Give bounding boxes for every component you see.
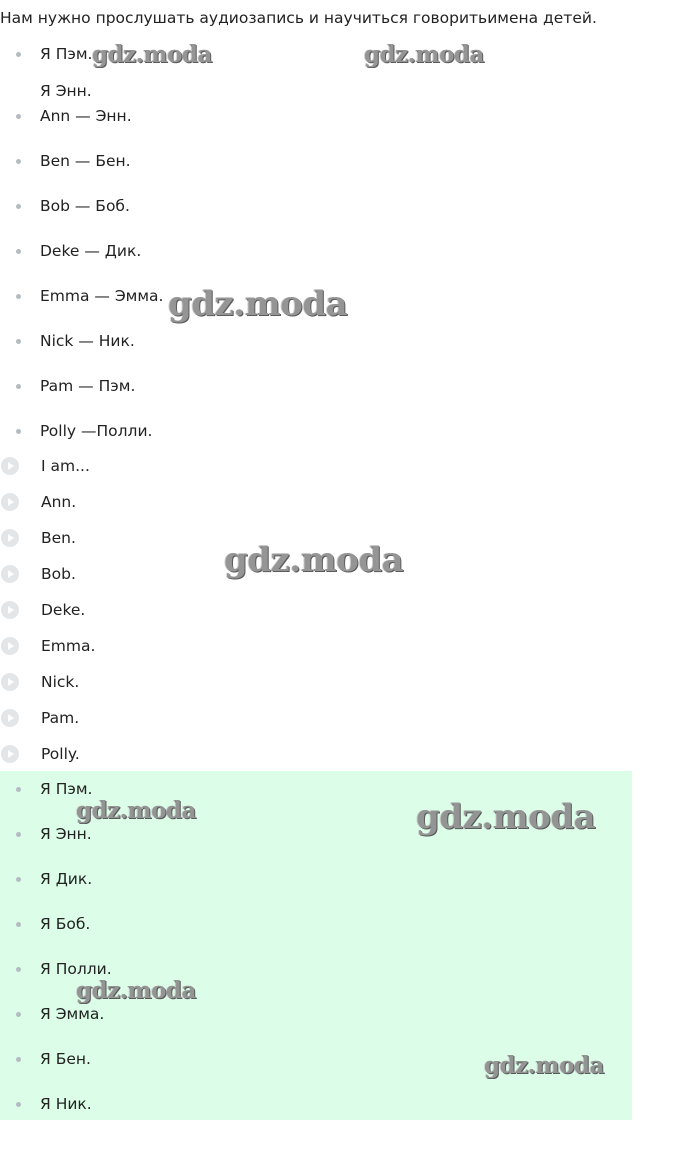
list-item: [0, 106, 400, 126]
answer-text: Я Дик.: [40, 870, 93, 888]
bullet-icon: [16, 249, 21, 254]
answer-text: Я Пэм.: [40, 780, 93, 798]
audio-item: [0, 455, 400, 477]
watermark: gdz.moda: [168, 284, 348, 324]
list-item-text: Bob — Боб.: [40, 197, 130, 215]
audio-item-text: Deke.: [41, 601, 86, 619]
bullet-icon: [16, 1057, 21, 1062]
answer-text: Я Полли.: [40, 960, 112, 978]
play-icon[interactable]: [1, 565, 19, 583]
bullet-icon: [16, 967, 21, 972]
audio-item-text: Emma.: [41, 637, 96, 655]
bullet-icon: [16, 787, 21, 792]
audio-item-text: Pam.: [41, 709, 80, 727]
list-item-text: Deke — Дик.: [40, 242, 142, 260]
list-item-text: Emma — Эмма.: [40, 287, 164, 305]
audio-item: [0, 635, 400, 657]
play-icon[interactable]: [1, 601, 19, 619]
audio-item-text: Ben.: [41, 529, 76, 547]
watermark: gdz.moda: [76, 797, 196, 824]
play-icon[interactable]: [1, 529, 19, 547]
play-icon[interactable]: [1, 637, 19, 655]
bullet-icon: [16, 52, 21, 57]
audio-item-text: Nick.: [41, 673, 80, 691]
bullet-icon: [16, 204, 21, 209]
bullet-icon: [16, 384, 21, 389]
bullet-icon: [16, 877, 21, 882]
truncated-line: Я Энн.: [40, 82, 92, 100]
audio-item: [0, 491, 400, 513]
play-icon[interactable]: [1, 709, 19, 727]
bullet-icon: [16, 294, 21, 299]
bullet-icon: [16, 339, 21, 344]
list-item: [0, 1004, 400, 1024]
list-item-text: Pam — Пэм.: [40, 377, 136, 395]
watermark: gdz.moda: [224, 540, 404, 580]
list-item: [0, 151, 400, 171]
bullet-icon: [16, 1012, 21, 1017]
answer-text: Я Боб.: [40, 915, 91, 933]
answer-text: Я Ник.: [40, 1095, 92, 1113]
bullet-icon: [16, 1102, 21, 1107]
watermark: gdz.moda: [416, 797, 596, 837]
audio-item: [0, 707, 400, 729]
watermark: gdz.moda: [484, 1052, 604, 1079]
audio-item: [0, 599, 400, 621]
list-item: [0, 241, 400, 261]
list-item: [0, 1049, 400, 1069]
list-item: [0, 824, 400, 844]
audio-item-text: Bob.: [41, 565, 76, 583]
list-item: [0, 779, 400, 799]
list-item: [0, 376, 400, 396]
answer-text: Я Эмма.: [40, 1005, 105, 1023]
list-item-text: Я Пэм.: [40, 45, 93, 63]
list-item: [0, 869, 400, 889]
list-item-text: Nick — Ник.: [40, 332, 135, 350]
intro-text: Нам нужно прослушать аудиозапись и научиться говоритьимена детей.: [0, 9, 597, 27]
play-icon[interactable]: [1, 457, 19, 475]
bullet-icon: [16, 429, 21, 434]
audio-item-text: I am...: [41, 457, 90, 475]
play-icon[interactable]: [1, 493, 19, 511]
play-icon[interactable]: [1, 673, 19, 691]
watermark: gdz.moda: [364, 41, 484, 68]
bullet-icon: [16, 832, 21, 837]
watermark: gdz.moda: [76, 977, 196, 1004]
list-item-text: Ben — Бен.: [40, 152, 131, 170]
list-item: [0, 196, 400, 216]
list-item-text: Ann — Энн.: [40, 107, 132, 125]
list-item: [0, 421, 400, 441]
audio-item: [0, 743, 400, 765]
list-item: [0, 959, 400, 979]
list-item: [0, 914, 400, 934]
play-icon[interactable]: [1, 745, 19, 763]
audio-item-text: Ann.: [41, 493, 77, 511]
bullet-icon: [16, 922, 21, 927]
answer-text: Я Энн.: [40, 825, 92, 843]
watermark: gdz.moda: [92, 41, 212, 68]
list-item-text: Polly —Полли.: [40, 422, 153, 440]
bullet-icon: [16, 114, 21, 119]
audio-item-text: Polly.: [41, 745, 80, 763]
list-item: [0, 1094, 400, 1114]
answer-text: Я Бен.: [40, 1050, 91, 1068]
list-item: [0, 331, 400, 351]
audio-item: [0, 671, 400, 693]
bullet-icon: [16, 159, 21, 164]
